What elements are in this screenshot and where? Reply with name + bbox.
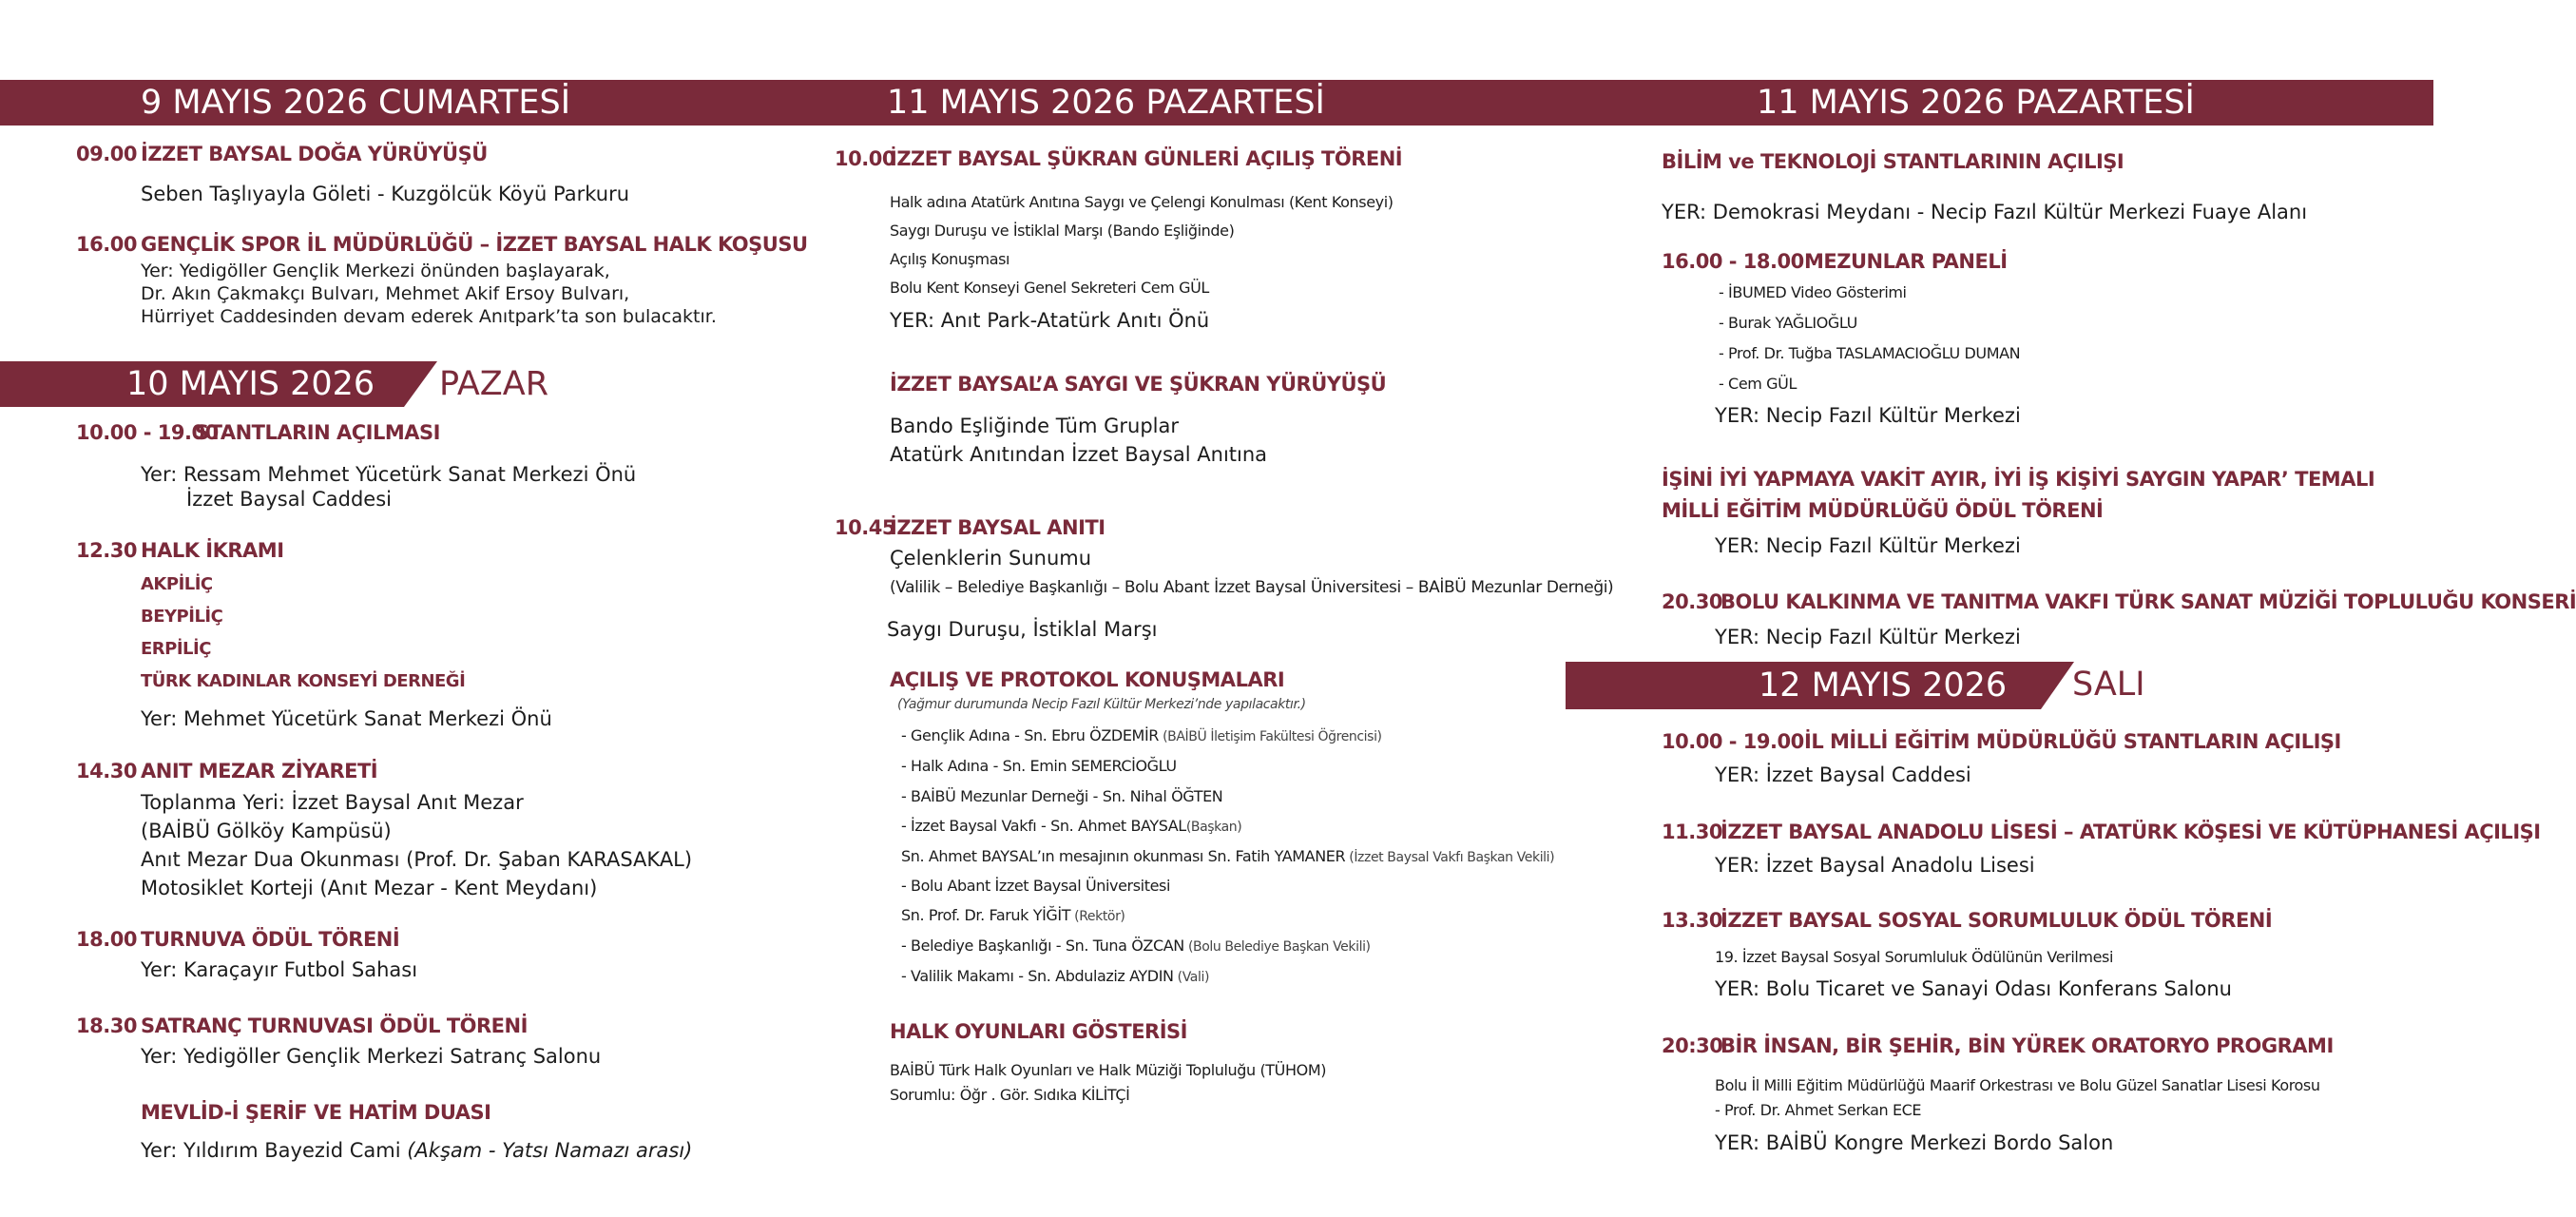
speaker-role: (Başkan) xyxy=(1185,820,1242,835)
event-detail: Yer: Yedigöller Gençlik Merkezi önünden başlayarak, xyxy=(141,261,610,281)
event-title: STANTLARIN AÇILMASI xyxy=(195,421,440,444)
event-location: YER: Necip Fazıl Kültür Merkezi xyxy=(1715,534,2021,557)
event-detail: (Valilik – Belediye Başkanlığı – Bolu Abant İzzet Baysal Üniversitesi – BAİBÜ Mezunlar Derneği) xyxy=(890,578,1614,597)
speaker-role: (Rektör) xyxy=(1070,909,1125,924)
speaker-item xyxy=(901,757,1177,775)
event-time: 16.00 - 18.00 xyxy=(1662,250,1804,273)
speaker-item xyxy=(901,937,1371,955)
event-location: İzzet Baysal Caddesi xyxy=(186,488,392,511)
event-location: Seben Taşlıyayla Göleti - Kuzgölcük Köyü Parkuru xyxy=(141,183,630,205)
event-title: TURNUVA ÖDÜL TÖRENİ xyxy=(141,928,400,951)
event-detail: 19. İzzet Baysal Sosyal Sorumluluk Ödülünün Verilmesi xyxy=(1715,948,2114,966)
event-location: Yer: Yedigöller Gençlik Merkezi Satranç Salonu xyxy=(141,1045,602,1068)
event-location: YER: Necip Fazıl Kültür Merkezi xyxy=(1715,626,2021,648)
event-time: 11.30 xyxy=(1662,821,1722,843)
event-time: 20.30 xyxy=(1662,590,1722,613)
event-detail: BAİBÜ Türk Halk Oyunları ve Halk Müziği Topluluğu (TÜHOM) xyxy=(890,1061,1327,1079)
event-title: BİR İNSAN, BİR ŞEHİR, BİN YÜREK ORATORYO PROGRAMI xyxy=(1721,1034,2334,1057)
day-header-text: 10 MAYIS 2026 xyxy=(126,365,375,403)
event-title: SATRANÇ TURNUVASI ÖDÜL TÖRENİ xyxy=(141,1014,528,1037)
list-item: Halk adına Atatürk Anıtına Saygı ve Çelengi Konulması (Kent Konseyi) xyxy=(890,193,1394,211)
list-item: AKPİLİÇ xyxy=(141,574,213,594)
day-header-12-may xyxy=(1566,662,2074,709)
event-location: YER: BAİBÜ Kongre Merkezi Bordo Salon xyxy=(1715,1131,2114,1154)
day-header-11-may-right xyxy=(1597,80,2433,126)
event-time: 13.30 xyxy=(1662,909,1722,932)
speaker-text: Sn. Ahmet BAYSAL’ın mesajının okunması Sn. Fatih YAMANER xyxy=(901,847,1346,865)
event-detail: Motosiklet Korteji (Anıt Mezar - Kent Meydanı) xyxy=(141,877,598,899)
event-title: AÇILIŞ VE PROTOKOL KONUŞMALARI xyxy=(890,668,1285,691)
event-time: 16.00 xyxy=(76,233,137,256)
event-time: 10.00 xyxy=(835,147,895,170)
speaker-text: - Bolu Abant İzzet Baysal Üniversitesi xyxy=(901,877,1171,895)
day-header-9-may xyxy=(0,80,803,126)
event-time: 12.30 xyxy=(76,539,137,562)
speaker-text: - İzzet Baysal Vakfı - Sn. Ahmet BAYSAL xyxy=(901,817,1186,835)
event-location: YER: İzzet Baysal Anadolu Lisesi xyxy=(1715,854,2035,877)
day-header-text: 9 MAYIS 2026 CUMARTESİ xyxy=(141,84,571,122)
event-title: BİLİM ve TEKNOLOJİ STANTLARININ AÇILIŞI xyxy=(1662,150,2124,173)
event-title: İL MİLLİ EĞİTİM MÜDÜRLÜĞÜ STANTLARIN AÇILIŞI xyxy=(1804,730,2341,753)
event-time: 20:30 xyxy=(1662,1034,1723,1057)
speaker-item xyxy=(901,787,1222,805)
event-time: 10.00 - 19.00 xyxy=(1662,730,1804,753)
list-item: - Cem GÜL xyxy=(1719,375,1797,393)
event-location: YER: Necip Fazıl Kültür Merkezi xyxy=(1715,404,2021,427)
list-item: Bolu Kent Konseyi Genel Sekreteri Cem GÜL xyxy=(890,279,1209,297)
event-title: HALK İKRAMI xyxy=(141,539,284,562)
event-title: İŞİNİ İYİ YAPMAYA VAKİT AYIR, İYİ İŞ KİŞİYİ SAYGIN YAPAR’ TEMALI xyxy=(1662,468,2375,491)
event-time: 10.45 xyxy=(835,516,895,539)
event-location: YER: Bolu Ticaret ve Sanayi Odası Konferans Salonu xyxy=(1715,977,2232,1000)
event-detail: Saygı Duruşu, İstiklal Marşı xyxy=(887,618,1158,641)
event-detail: (BAİBÜ Gölköy Kampüsü) xyxy=(141,820,392,842)
speaker-text: - BAİBÜ Mezunlar Derneği - Sn. Nihal ÖĞTEN xyxy=(901,787,1223,805)
day-name: SALI xyxy=(2072,666,2145,704)
list-item: BEYPİLİÇ xyxy=(141,607,223,627)
list-item: TÜRK KADINLAR KONSEYİ DERNEĞİ xyxy=(141,671,466,691)
event-detail: Bando Eşliğinde Tüm Gruplar xyxy=(890,415,1179,437)
event-title: MİLLİ EĞİTİM MÜDÜRLÜĞÜ ÖDÜL TÖRENİ xyxy=(1662,499,2104,522)
event-note: (Yağmur durumunda Necip Fazıl Kültür Merkezi’nde yapılacaktır.) xyxy=(897,697,1306,712)
event-location xyxy=(141,1139,692,1162)
event-time: 14.30 xyxy=(76,760,137,782)
event-title: BOLU KALKINMA VE TANITMA VAKFI TÜRK SANAT MÜZİĞİ TOPLULUĞU KONSERİ xyxy=(1721,590,2576,613)
event-detail: Sorumlu: Öğr . Gör. Sıdıka KİLİTÇİ xyxy=(890,1086,1130,1104)
event-detail: Anıt Mezar Dua Okunması (Prof. Dr. Şaban KARASAKAL) xyxy=(141,848,693,871)
event-detail: - Prof. Dr. Ahmet Serkan ECE xyxy=(1715,1101,1922,1119)
event-location: YER: Demokrasi Meydanı - Necip Fazıl Kültür Merkezi Fuaye Alanı xyxy=(1662,201,2308,223)
day-header-10-may xyxy=(0,361,437,407)
speaker-item xyxy=(901,817,1241,835)
event-location: Yer: Karaçayır Futbol Sahası xyxy=(141,958,418,981)
event-title: İZZET BAYSAL ANADOLU LİSESİ – ATATÜRK KÖŞESİ VE KÜTÜPHANESİ AÇILIŞI xyxy=(1721,821,2541,843)
event-location: YER: İzzet Baysal Caddesi xyxy=(1715,763,1971,786)
event-title: İZZET BAYSAL ŞÜKRAN GÜNLERİ AÇILIŞ TÖRENİ xyxy=(890,147,1403,170)
list-item: - Burak YAĞLIOĞLU xyxy=(1719,314,1857,332)
speaker-text: - Gençlik Adına - Sn. Ebru ÖZDEMİR xyxy=(901,726,1160,744)
event-detail: Atatürk Anıtından İzzet Baysal Anıtına xyxy=(890,443,1268,466)
event-title: HALK OYUNLARI GÖSTERİSİ xyxy=(890,1020,1187,1043)
speaker-item xyxy=(901,847,1554,865)
speaker-text: Sn. Prof. Dr. Faruk YİĞİT xyxy=(901,906,1071,924)
event-time: 09.00 xyxy=(76,143,137,165)
event-title: GENÇLİK SPOR İL MÜDÜRLÜĞÜ – İZZET BAYSAL HALK KOŞUSU xyxy=(141,233,808,256)
event-title: MEZUNLAR PANELİ xyxy=(1804,250,2008,273)
location-text: Yer: Yıldırım Bayezid Cami xyxy=(141,1139,401,1162)
day-header-text: 12 MAYIS 2026 xyxy=(1759,666,2008,705)
event-title: İZZET BAYSAL DOĞA YÜRÜYÜŞÜ xyxy=(141,143,488,165)
speaker-role: (Vali) xyxy=(1173,970,1210,985)
speaker-role: (BAİBÜ İletişim Fakültesi Öğrencisi) xyxy=(1159,729,1382,744)
list-item: - Prof. Dr. Tuğba TASLAMACIOĞLU DUMAN xyxy=(1719,344,2021,362)
event-title: İZZET BAYSAL ANITI xyxy=(890,516,1105,539)
event-title: ANIT MEZAR ZİYARETİ xyxy=(141,760,378,782)
speaker-role: (İzzet Baysal Vakfı Başkan Vekili) xyxy=(1345,850,1555,865)
day-header-text: 11 MAYIS 2026 PAZARTESİ xyxy=(1757,84,2195,122)
speaker-item xyxy=(901,967,1209,985)
event-detail: Toplanma Yeri: İzzet Baysal Anıt Mezar xyxy=(141,791,524,814)
speaker-text: - Halk Adına - Sn. Emin SEMERCİOĞLU xyxy=(901,757,1177,775)
event-title: İZZET BAYSAL’A SAYGI VE ŞÜKRAN YÜRÜYÜŞÜ xyxy=(890,373,1387,396)
speaker-item xyxy=(901,877,1170,895)
event-detail: Çelenklerin Sunumu xyxy=(890,547,1092,570)
speaker-item xyxy=(901,726,1382,744)
event-location: Yer: Mehmet Yücetürk Sanat Merkezi Önü xyxy=(141,707,552,730)
list-item: ERPİLİÇ xyxy=(141,639,211,659)
event-detail: Dr. Akın Çakmakçı Bulvarı, Mehmet Akif Ersoy Bulvarı, xyxy=(141,283,630,304)
list-item: - İBUMED Video Gösterimi xyxy=(1719,283,1907,301)
speaker-text: - Valilik Makamı - Sn. Abdulaziz AYDIN xyxy=(901,967,1174,985)
speaker-text: - Belediye Başkanlığı - Sn. Tuna ÖZCAN xyxy=(901,937,1184,955)
event-time: 18.00 xyxy=(76,928,137,951)
speaker-item xyxy=(901,906,1125,924)
event-detail: Hürriyet Caddesinden devam ederek Anıtpark’ta son bulacaktır. xyxy=(141,306,717,327)
day-name: PAZAR xyxy=(439,365,549,403)
event-title: MEVLİD-İ ŞERİF VE HATİM DUASI xyxy=(141,1101,491,1124)
event-time: 18.30 xyxy=(76,1014,137,1037)
list-item: Saygı Duruşu ve İstiklal Marşı (Bando Eşliğinde) xyxy=(890,222,1235,240)
event-location: Yer: Ressam Mehmet Yücetürk Sanat Merkezi Önü xyxy=(141,463,637,486)
event-location: YER: Anıt Park-Atatürk Anıtı Önü xyxy=(890,309,1210,332)
list-item: Açılış Konuşması xyxy=(890,250,1010,268)
event-title: İZZET BAYSAL SOSYAL SORUMLULUK ÖDÜL TÖRENİ xyxy=(1721,909,2273,932)
event-time: 10.00 - 19.00 xyxy=(76,421,219,444)
day-header-11-may xyxy=(803,80,1597,126)
day-header-text: 11 MAYIS 2026 PAZARTESİ xyxy=(887,84,1325,122)
speaker-role: (Bolu Belediye Başkan Vekili) xyxy=(1183,939,1371,955)
location-note: (Akşam - Yatsı Namazı arası) xyxy=(407,1139,693,1162)
event-detail: Bolu İl Milli Eğitim Müdürlüğü Maarif Orkestrası ve Bolu Güzel Sanatlar Lisesi Korosu xyxy=(1715,1076,2320,1094)
